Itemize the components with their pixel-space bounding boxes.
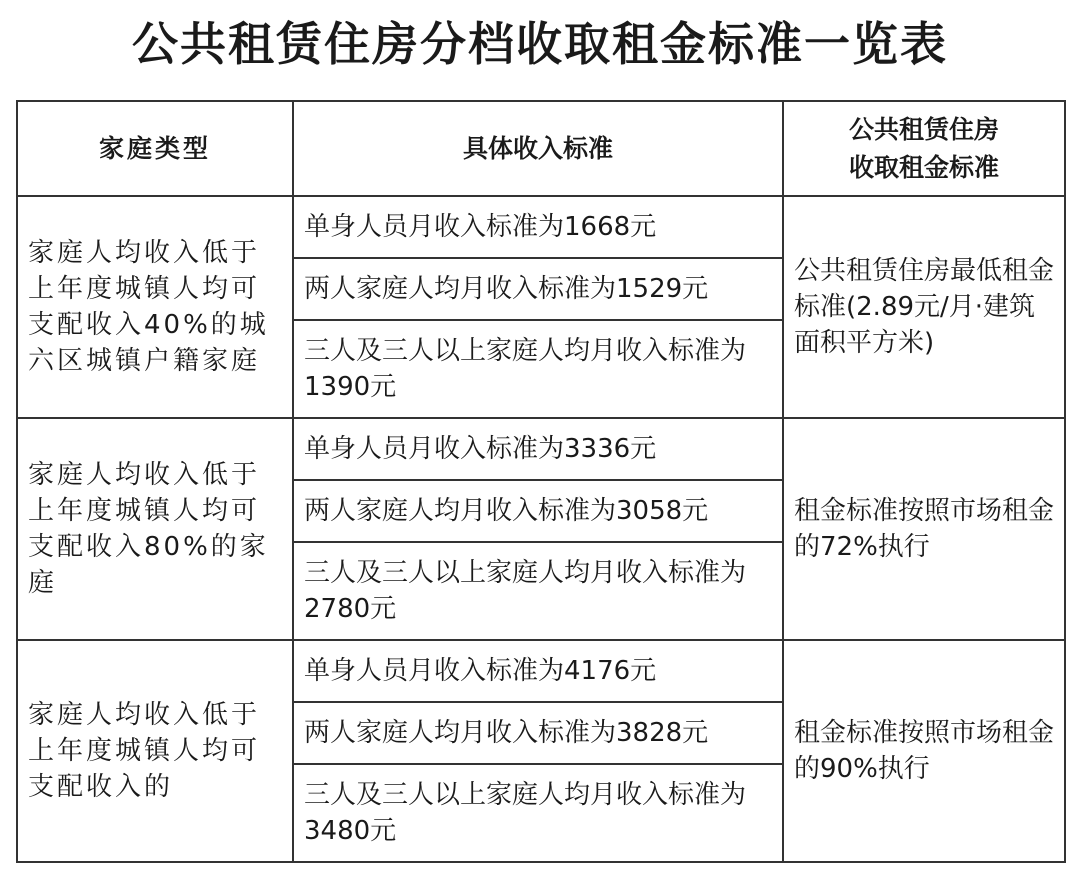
income-cell: 单身人员月收入标准为3336元 xyxy=(293,418,783,480)
income-cell: 单身人员月收入标准为4176元 xyxy=(293,640,783,702)
header-row xyxy=(17,101,1065,196)
rent-cell: 租金标准按照市场租金的90%执行 xyxy=(783,640,1065,862)
family-type-cell: 家庭人均收入低于上年度城镇人均可支配收入40%的城六区城镇户籍家庭 xyxy=(17,196,293,418)
header-family-type: 家庭类型 xyxy=(17,101,293,196)
rent-cell: 公共租赁住房最低租金标准(2.89元/月·建筑面积平方米) xyxy=(783,196,1065,418)
family-type-cell: 家庭人均收入低于上年度城镇人均可支配收入80%的家庭 xyxy=(17,418,293,640)
table-row xyxy=(17,640,1065,702)
income-cell: 单身人员月收入标准为1668元 xyxy=(293,196,783,258)
header-income-standard: 具体收入标准 xyxy=(293,101,783,196)
table-row xyxy=(17,418,1065,480)
income-cell: 两人家庭人均月收入标准为3058元 xyxy=(293,480,783,542)
income-cell: 三人及三人以上家庭人均月收入标准为1390元 xyxy=(293,320,783,418)
rent-standard-table xyxy=(16,100,1066,863)
header-rent-standard: 公共租赁住房 收取租金标准 xyxy=(783,101,1065,196)
page-title: 公共租赁住房分档收取租金标准一览表 xyxy=(132,17,948,71)
rent-cell: 租金标准按照市场租金的72%执行 xyxy=(783,418,1065,640)
family-type-cell: 家庭人均收入低于上年度城镇人均可支配收入的 xyxy=(17,640,293,862)
income-cell: 两人家庭人均月收入标准为3828元 xyxy=(293,702,783,764)
table-row xyxy=(17,196,1065,258)
income-cell: 两人家庭人均月收入标准为1529元 xyxy=(293,258,783,320)
income-cell: 三人及三人以上家庭人均月收入标准为2780元 xyxy=(293,542,783,640)
income-cell: 三人及三人以上家庭人均月收入标准为3480元 xyxy=(293,764,783,862)
